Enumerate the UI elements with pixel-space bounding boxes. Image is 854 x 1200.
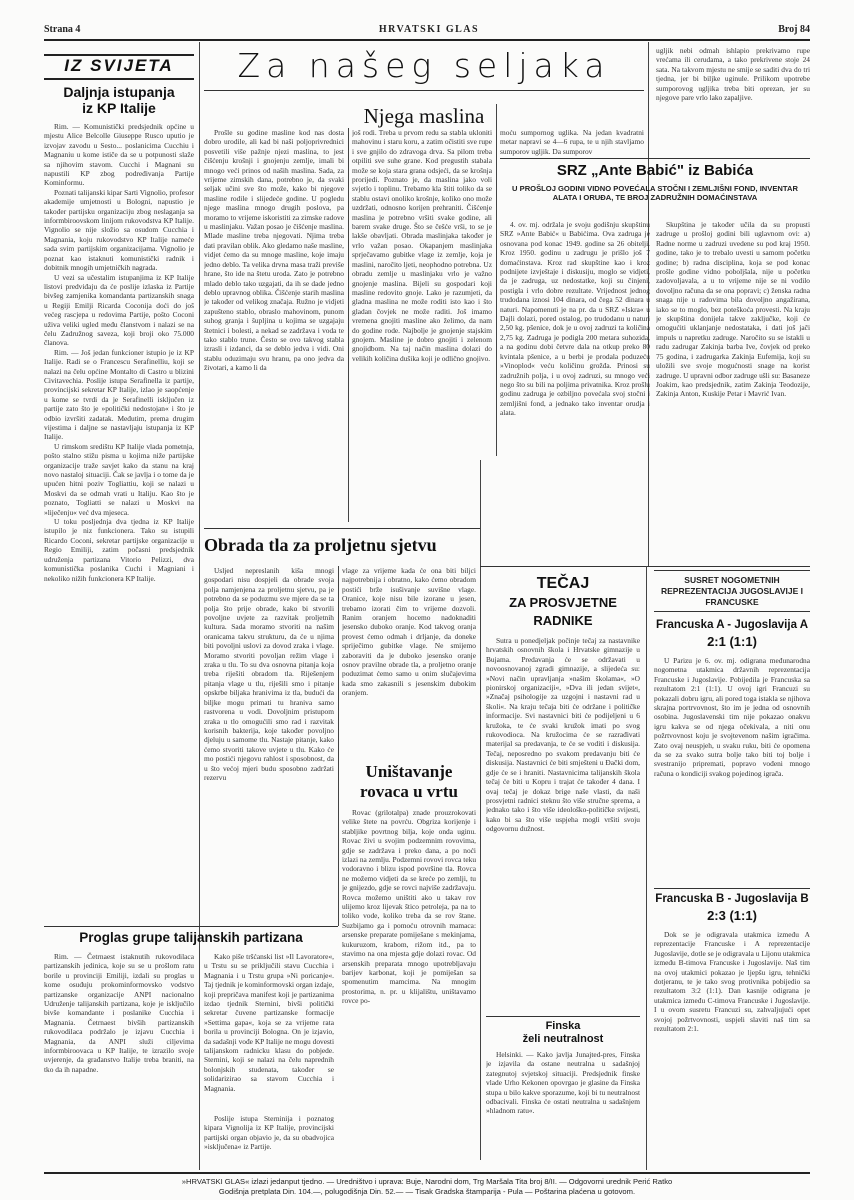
partisans-rule — [44, 926, 338, 927]
finland-headline-1: Finska — [545, 1020, 581, 1032]
rubric-title: IZ SVIJETA — [64, 56, 174, 75]
footer-rule — [44, 1172, 810, 1174]
srz-rule — [500, 158, 810, 159]
italy-paragraph: Poznati talijanski kipar Sarti Vignolio, profesor akademije umjetnosti u Bologni, napustio je također partijsku organizaciju zbog neslaganja sa informbiroovskom linijom rukovodstva KP Italije. Vignolio se nije složio sa osudom Cucchia i Magnania, koju rukovodstvo KP Italije nameće sada svim partijskim organizacijama. Vignolio je poznat kao istaknuti komunistički radnik i dobitnik mnogih umjetničkih nagrada. — [44, 187, 194, 273]
olive-headline: Njega maslina — [363, 104, 485, 128]
italy-paragraph: Rim. — Komunistički predsjednik općine u mjestu Alice Belcolle Giuseppe Rusco uputio je izvojav zavodu u Sesto... poslanicima Cucchiu i Magnaniu u kome ističe da se u potpunosti slaže sa njihovim stavom. Cucchi i Magnani su napustili KP zbog podređivanja Partije Kominformu. — [44, 122, 194, 188]
olive-col-rule — [348, 128, 349, 522]
olive-col-rule — [496, 104, 497, 456]
football-a-text: U Parizu je 6. ov. mj. odigrana međunarodna nogometna utakmica državnih reprezentacija Francuske i Jugoslavije. Pobijedila je Francuska sa rezultatom 2:1 (1:1). U ovoj igri Francuzi su pokazali dobru igru, ali pored toga istakla se njihova skrajna portrvovnost, što im je jedna od osnovnih osobina. Jugoslavenski tim nije pokazao onakvu igru kakva se od njega očekivala, a niti onu požrtvovnost koju je svojtevenom našim igračima. Zato ovaj neuspjeh, u svaku ruku, biti će opomena da se za svako sutra bolje tako biti toj bolje i svestranijo pripremati, popravo vođeni mnogo računa o kondiciji svakog pojedinog igrača. — [654, 656, 810, 778]
soil-headline: Obrada tla za proljetnu sjetvu — [204, 535, 437, 555]
page-number: Strana 4 — [44, 24, 81, 35]
course-headline-1: TEČAJ — [536, 575, 590, 592]
italy-paragraph: U vezi sa učestalim istupanjima iz KP Italije listovi predviđaju da će poslije izlaska iz Partije bivšeg zamjenika komandanta partizanskih snaga u Regiji Emilji Ricarda Coconija doći do još većeg rascjepa u redovima Partije, pošto Coconi uživa veliki ugled među članstvom i nalazi se na čelu Zadružnog saveza, koji broji oko 75.000 članova. — [44, 272, 194, 348]
column-rule-1 — [199, 42, 200, 1170]
issue-number: Broj 84 — [778, 24, 810, 35]
olive-col-3: moću sumpornog uglika. Na jedan kvadratni metar napravi se 4—6 rupa, te u njih stavljamo sumporov ugljik. Da sumporov — [500, 128, 644, 156]
moles-headline-2: rovaca u vrtu — [360, 782, 458, 801]
section-rule — [204, 90, 644, 91]
moles-headline-1: Uništavanje — [365, 762, 453, 781]
football-rule — [646, 566, 647, 1170]
finland-text: Helsinki. — Kako javlja Junajted-pres, Finska je izjavila da ostane neutralna u sadašnjoj zategnutoj svjetskoj situaciji. Predsjednik finske vlade Urho Kekonen opovrgao je glasine da Finska stupa u bilo kakve sporazume, koji bi tu neutralnost odbacivali. Finska će ostati neutralna u sadašnjem »hladnom ratu«. — [486, 1050, 640, 1116]
masthead-rule — [44, 39, 810, 41]
football-b-text: Dok se je odigravala utakmica između A reprezentacije Francuske i A reprezentacije Jugoslavije, dotle se je odigravala u Lijonu utakmica između B-timova Francuske i Jugoslavije. Naš tim na ovoj utakmici pokazao je ljepšu igru, tehnički dotjeranu, te je tako svog protivnika pobijedio sa rezultatom 3:2 (1:1). Dan kasnije odigrana je utakmica između C-timova Francuske i Jugoslavije. I u ovom susretu Francuzi su, zahvaljujući opet svojoj požrtvovnosti, uspjeli slaviti naš tim sa rezultatom 2:1. — [654, 930, 810, 1034]
partisans-col-1: Rim. — Četrnaest istaknutih rukovodilaca partizanskih jedinica, koje su se u prošlom ratu borile u provinciji Emiliji, izdali su proglas u kome osuđuju prokominformovsko vodstvo partizanske organizacije ANPI nacionalno Udruženje talijanskih partizana, koje je isključilo bivše komandante i poslanike Cucchia i Magnania. Četrnaest bivših partizanskih rukovodilaca podržalo je izjavu Cucchia i Magnania, da ANPI služi ciljevima informbiroovaca u KP Italije, te izrazilo svoje uvjerenje, da građanstvo Italije treba braniti, na tko da ih napadne. — [44, 952, 194, 1074]
football-b-score: 2:3 (1:1) — [707, 908, 757, 923]
soil-col-rule — [338, 566, 339, 926]
partisans-col-2: Kako piše tršćanski list »Il Lavoratore«, u Trstu su se priključili stavu Cucchia i Magnania i u Trstu grupa »Ni poricanje«. Taj tjednik je kominformovski organ izdaje, koji prepričava manifest koji je partizanima izdao tjednik Sternini, bivši politički sekretar čuvene partizanske formacije »Settima gapa«, koja se za vrijeme rata borila u provinciji Bologna. On je izjavio, da sadašnji vođe KP Italije ne mogu dovesti talijanskom radnicku klasu do pobjede. Sternini, koji se nalazi na čelu naprednih bolonjskih studenata, također se solidarizirao sa stavom Cucchia i Magnania. — [204, 952, 334, 1093]
column-rule-3 — [480, 460, 481, 1160]
footer-line-1: »HRVATSKI GLAS« izlazi jedanput tjedno. — Uredništvo i uprava: Buje, Narodni dom, Trg Maršala Tita broj 8/II. — Odgovorni urednik Perić Ratko — [181, 1177, 673, 1186]
srz-headline: SRZ „Ante Babić" iz Babića — [556, 162, 754, 179]
olive-col-1: Prošle su godine masline kod nas dosta dobro urodile, ali kad bi naši poljoprivrednici posvetili više pažnje njezi maslina, to jest čišćenju krošnji i gnojenju zemlje, imali bi mnogo veći prinos od naših maslina. Sada, za vrijeme zimskih dana, potrebno je, da svaki seljak učini sve što može, kako bi njegove masline rodile i slijedeće godine. U pogledu njege maslina mnogo drugih poslova, pa moramo to vrijeme iskoristiti za zimske radove u maslinjaku. Važan posao je čišćenje maslina. Mlade masline treba njegovati. Njima treba dati pravilan oblik. Ako gledamo naše masline, vidjet ćemo da su mnoge masline, koje imaju jedno deblo. Ta velika drvna masa traži previše hrane, što ide na štetu uroda. Zato je potrebno mlado deblo tako uzgajati, da ih se dade jedno deblo upravnog oblika. Čišćenje starih maslina je također od velikog značaja. Ružno je vidjeti zapušteno stablo, obraslo mahovinom, punom suhog granja i šupljina u kojima se uzgajaju štetnici i bolesti, a nekad se zadržava i voda te tako stablo trune. Često se ovo takvog stabla izrasli i izdanci, da se deblo jedva i vidi. Oni stablu oduzimaju svu hranu, pa ono jedva da životari, a kamo li da — [204, 128, 344, 373]
italy-paragraph: U rimskom središtu KP Italije vlada pometnja, pošto stalno stižu pisma u kojima niže partijske organizacije traže savjet kako da stanu na kraj novo nastaloj situaciji. Čak se javlja i o tome da je upućen hitni poziv Togliattiu, koji se nalazi u Moskvi da se odmah vrati u Italiju. Kao što je poznato, Togliatti se nalazi u Moskvi na »liječenju« već dva mjeseca. — [44, 441, 194, 517]
section-title: Za našeg seljaka — [237, 46, 611, 85]
course-headline-2: ZA PROSVJETNE — [509, 595, 617, 610]
masthead — [44, 24, 810, 38]
finland-headline-2: želi neutralnost — [522, 1033, 604, 1045]
football-header-box — [654, 570, 810, 612]
mid-rule-right — [480, 566, 810, 567]
football-b-headline: Francuska B - Jugoslavija B — [655, 893, 809, 905]
italy-headline-1: Daljnja istupanja — [63, 84, 175, 100]
olive-col-2: još rodi. Treba u prvom redu sa stabla ukloniti mahovinu i staru koru, a zatim očistiti sve rupe i sve gnjilo do zdravoga drva. Sa pilom treba otpiliti sve suhe grane. Kod pregustih stabala može se koja stara grana odsjeći, da se krošnja prorijedi. Poznato je, da maslina jako voli svjetlo i toplinu. Trebamo kla štiti toliko da se stablu ostavi onoliko krošnje, koliko ono može uzdržati, odnosno korijen prehraniti. Čišćenje maslina je potrebno vršiti svake godine, ali barem svake druge. Što se češće vrši, to se je lakše obavljati. Obrada maslinjaka također je vrlo važan posao. Okapanjem maslinjaka sprječavamo gubitke vlage iz zemlje, koja je maslini, naročito ljeti, neophodno potrebna. Uz obradu zemlje u maslinjaku vrlo je važno gnojenje maslina. Bijeli su gospodari koji masline redovito gnoje. Lako je razumjeti, da gladna maslina ne može roditi isto kao i što gladan čovjek ne može raditi. Još imamo vremena gnojiti masline ako želimo, da nam do godine rode. Najbolje je gnojenje stajskim gnojem. Masline je dobro gnojiti i zelenom gnojidbom. Na taj način maslina dolazi do velikih količina dušika koji je odlično gnojivo. — [352, 128, 492, 363]
italy-article — [44, 84, 194, 900]
football-divider — [654, 888, 810, 889]
course-text: Sutra u ponedjeljak počinje tečaj za nastavnike hrvatskih osnovnih škola i Hrvatske gimnazije u Bujama. Predavanja će se održavati u novoosnovanoj zgradi gimnazije, a slijedeća su: »Novi način upravljanja »našim školama«, »O pionirskoj organizaciji«, »Dva ili jedan svijet«, »Značaj psihologije za uzgojni i nastavni rad u školi«. Na kraju tečaja biti će održane i političke informacije. Svi nastavnici biti će podijeljeni u 6 kružoka, te će svaki kružok imati po svog rukovodioca. Na kružocima će se razrađivati materijal sa predavanja, te će se voditi i diskusija. Tečaj, neposredno po svakom predavanju biti će diskusija. Nastavnici će biti smješteni u Đački dom, gdje će se i hraniti. Nastavnicima talijanskih škola tečaj će biti u Kopru i trajat će također 4 dana. I ovaj tečaj je dokaz brige naše vlasti, da naši prosvjetni radnici steknu što više stručne sprema, a jednako tako i što više ideološko-političke svijesti, kako bi sa što više uspjeha mogli vršiti svoju odgovornu dužnost. — [486, 636, 640, 834]
srz-col-1: 4. ov. mj. održala je svoju godišnju skupštinu SRZ »Ante Babić« u Babićima. Ova zadruga je osnovana pod konac 1949. godine sa 26 obitelji. Kroz 1950. godinu u zadrugu je prišlo još 7 domaćinstava. Kroz rad skupštine kao i kroz podnijete izvještaje i diskusiju, moglo se vidjeti, da je zadruga, uz nedostatke, koji su činjeni, postigla i vrlo dobre rezultate. Vrijednost jednog trudodana iznosi 104 dinara, od čega 52 dinara u naturi. Napomenuti je na pr. da u SRZ »Iskra« u Dajli dolazi, pored ostalog, po trudodanu u naturi 2,50 kg. pšenice, dok je u ovoj zadruzi ta količina 2,75 kg. Zadruga je podigla 200 metara suhozida, a na godinu dobi četvre dala na otkup preko 80 kvintala pšenice, a u berbi je prodala poduzeću »Vinoplod« veću količinu grožđa. Prinosi su zadružnih polja, i u ovoj zadruzi, su mnogo veći nego što su bili na poljima privatnika. Kroz prošlu godinu zadruga je ozbiljno povećala svoj stočni i zemljišni fond, a jednako tako inventar orudja i alata. — [500, 220, 650, 418]
soil-col-2: vlage za vrijeme kada će ona biti biljci najpotrebnija i obratno, kako ćemo obradom postići brže isušivanje suvišne vlage. Oranice, koje nisu bile izorane u jesen, trebamo izorati čim to vrijeme dozvoli. Ranim oranjem hocemo nadoknaditi jesensko duboko oranje. Kod takvog oranja provest ćemo odmah i drljanje, da doneke spriječimo gubitke vlage. Ne smijemo zaboraviti da je duboko jesensko oranje osnov pravilne obrade tla, a proljetno oranje poduzimat ćemo samo u onim slučajevima kada smo zakasnili s jesenskim dubokim oranjem. — [342, 566, 476, 698]
rubric-box — [44, 54, 194, 80]
italy-paragraph: Rim. — Još jedan funkcioner istupio je iz KP Italije. Radi se o Francescu Serafinelliu, koji se nalazi na čelu općine Montalto di Castro u blizini Civitavechia. Poslije istupa Serafinella iz partije, provincijski sekretar KP Italije, izlao je saopćenje u kome se tvrdi da je Serafinelli isključen iz partije zato što je »politički nedostojan« i što je odbio izvršiti zadatak. Međutim, prema drugim vijestima i daljne se nastavljaju istupanja iz KP Italije. — [44, 347, 194, 442]
italy-paragraph: U toku posljednja dva tjedna iz KP Italije istupilo je niz funkcionera. Tako su istupili Ricardo Coconi, sekretar partijske organizacije u Regio Emiliji, zatim počasni predsjednik udruženja partizana Vitorio Pelizzi, dva komunistička poslanika Cuchi i Magniani i nekoliko nižih funkcionera KP Italije. — [44, 517, 194, 583]
partisans-col-3: Poslije istupa Sterninija i poznatog kipara Vignolija iz KP Italije, provincijski partijski organ objavio je, da su obadvojica »isključena« iz Partije. — [204, 1114, 334, 1152]
soil-col-1: Usljed nepreslanih kiša mnogi gospodari nisu dospjeli da obrade svoja polja namjenjena za proljetnu sjetvu, pa je potrebno da se poduzmu sve mjere da se ta polja što prije obrade, kako bi stvorili povoljne uvjete za razvitak proljetnih kultura. Sada moramo stvoriti na našim oranicama takvu strukturu, da će u njima biti povoljni uslovi za dovod zraka i vlage. Moramo stvoriti povoljan režim vlage i zraka u tlu. To su dva osnovna pitanja koja treba riješiti obradom tla. Riješenjem pitanja vlage u tlu, riješili smo i pitanje opskrbe biljaka hranivima iz tla, budući da biljke mogu primati tu hraniva samo rastvorena u vodi. Dovoljnim pristupom zraka u tlo omogućili smo rad i razvitak korisnih bakterija, koje također povoljno djeluju u samome tlu. Nastaje pitanje, kako ćemo stvoriti takove uvjete u tlu. Kako će mo postići njegovu rahlost i sposobnost, da u što većoj mjeri budu sposobno zadržati rezervu — [204, 566, 334, 782]
mid-rule — [204, 528, 480, 529]
finland-rule — [486, 1016, 640, 1017]
italy-headline-2: iz KP Italije — [82, 100, 156, 116]
srz-col-2: Skupština je također učila da su propusti zadruge u prošloj godini bili uglavnom ovi: a) Radne norme u zadruzi uvedene su pod kraj 1950. godine, tako je to trebalo uvesti u samom početku godine; b) radna disciplina, koja se pod konac prošle godine vidno poboljšala, nije u početku zadovoljavala, a u to vrijeme nije se ni vodilo dovoljno računa da se ona popravi; c) ženska radna snaga nije u radovima bila dovoljno angažirana, iako se to moglo, bez poteškoća provesti. Na kraju je skupština donijela takve zaključke, koji će omogućiti uklanjanje nedostataka, i dati još jači impuls u napretku zadruge. Naročito su se istakli u radu zadrugar Zakinja barba Ive, čovjek od preko 75 godina, i zadrugarka Zakinja Eufemija, koji su uložili sve svoje mogućnosti snage na korist zadruge. U upravni odbor zadruge ušli su: Basaneze Joakim, kao predsjednik, zatim Zakinja Teodozije, Zakinja Anton, Kuskije Petar i Mavrić Ivan. — [656, 220, 810, 399]
newspaper-name: HRVATSKI GLAS — [378, 24, 480, 35]
football-a-score: 2:1 (1:1) — [707, 634, 757, 649]
footer-line-2: Godišnja pretplata Din. 104.—, polugodišnja Din. 52.— — Tisak Gradska štamparija - Pula — Poštarina plaćena u gotovom. — [218, 1187, 636, 1196]
moles-text: Rovac (grilotalpa) znade prouzrokovati velike štete na povrću. Obgriza korijenje i stabljike povrtnog bilja, koje onda uginu. Rovac živi u svojim podzemnim rovovima, gdje se zadržava i preko dana, a po noći izlazi na zemlju. Podzemni rovovi rovca teku vodoravno i blizu ispod površine tla. Rovca ne možemo vidjeti da se kreće po zemlji, tu je gnijezdo, gdje se rovci najviše zadržavaju. Rovca možemo uništiti ako u takav rov ulijemo kroz lijevak štico petroleja, pa na to toliko vode, koliko treba da se rov štane. Suzbijamo ga i pomoću otrovnih mamaca: arsenske preparate pomiješane s mekinjama, kukuruzom, krabom, rižom itd., pa to stavimo na ona mjesta gdje dolazi rovac. Od arsenskih preparata mnogo upotrebljavaju barijev karbonat, koji je pomiješan sa spomenutim mamcima. Na mnogim prostorima, n. pr. u klijalištu, uništavamo rovce po- — [342, 808, 476, 1006]
football-a-headline: Francuska A - Jugoslavija A — [655, 619, 809, 631]
sulfur-continuation: ugljik nebi odmah ishlapio prekrivamo rupe vrećama ili cerudama, a tako prekrivene stoje 24 sata. Na takvom mjestu ne smije se saditi dva do tri tjedna, jer bi biljke uginule. Prilikom upotrebe sumporovog ugljika treba biti oprezan, jer su njegove pare vrlo lako zapaljive. — [656, 46, 810, 103]
srz-subheadline: U PROŠLOJ GODINI VIDNO POVEĆALA STOČNI I ZEMLJIŠNI FOND, INVENTAR ALATA I ORUĐA, TE BROJ ZADRUŽNIH DOMAĆINSTAVA — [512, 184, 798, 203]
football-header: SUSRET NOGOMETNIH REPREZENTACIJA JUGOSLAVIJE I FRANCUSKE — [660, 575, 803, 607]
course-headline-3: RADNIKE — [533, 613, 593, 628]
partisans-headline: Proglas grupe talijanskih partizana — [79, 930, 303, 945]
